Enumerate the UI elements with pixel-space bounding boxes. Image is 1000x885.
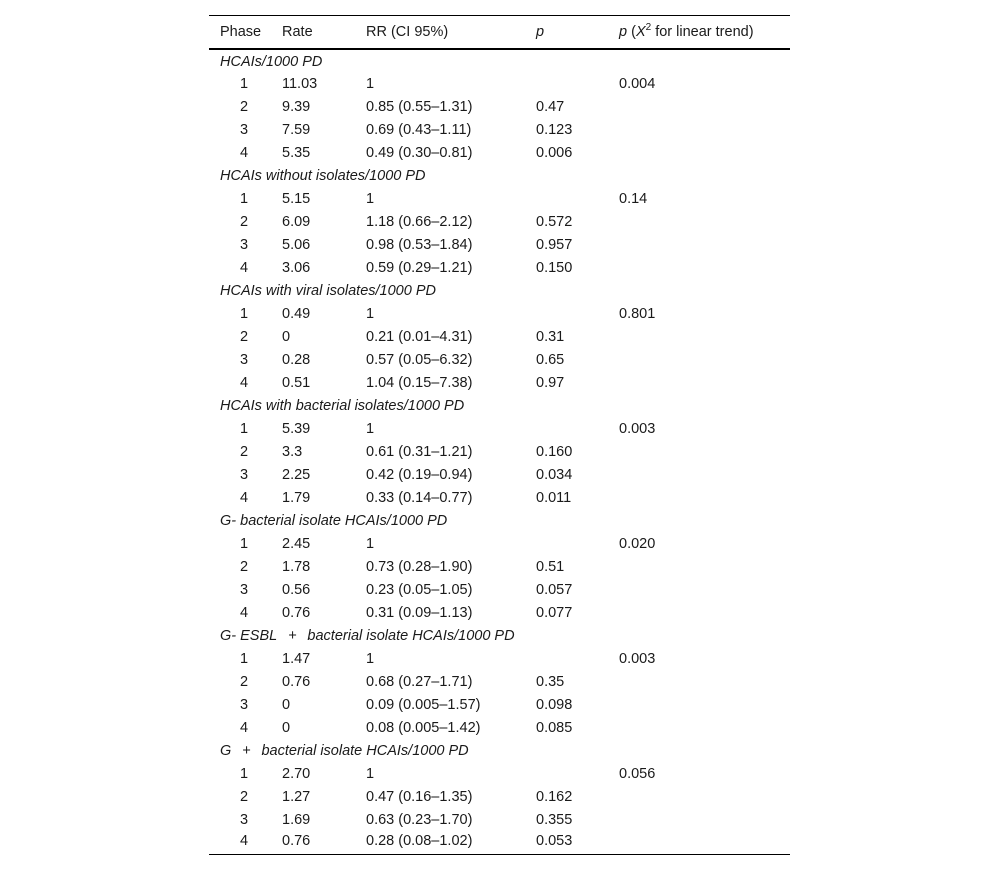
table-row (209, 716, 790, 739)
cell-rr: 1 (366, 190, 375, 207)
cell-phase: 3 (240, 121, 249, 138)
table-row (209, 210, 790, 233)
cell-rate: 2.70 (282, 765, 311, 782)
cell-rate: 6.09 (282, 213, 311, 230)
header-row (209, 16, 790, 50)
cell-rate: 3.3 (282, 443, 303, 460)
cell-phase: 4 (240, 374, 249, 391)
cell-p-trend (619, 118, 790, 141)
table-row (209, 256, 790, 279)
cell-rr: 1 (366, 75, 375, 92)
cell-p-trend (619, 256, 790, 279)
table-row (209, 601, 790, 624)
header-p-trend-open: ( (627, 24, 636, 40)
cell-phase: 2 (240, 558, 249, 575)
cell-phase: 2 (240, 213, 249, 230)
cell-rr: 0.33 (0.14–0.77) (366, 489, 473, 506)
cell-phase: 4 (240, 719, 249, 736)
cell-rr: 0.59 (0.29–1.21) (366, 259, 473, 276)
cell-p: 0.123 (536, 121, 573, 138)
cell-rate: 0.28 (282, 351, 311, 368)
cell-phase: 1 (240, 535, 249, 552)
cell-phase: 1 (240, 190, 249, 207)
cell-rate: 0 (282, 696, 291, 713)
table-row (209, 371, 790, 394)
cell-p: 0.085 (536, 719, 573, 736)
cell-phase: 3 (240, 581, 249, 598)
table-row (209, 440, 790, 463)
cell-rate: 5.39 (282, 420, 311, 437)
cell-p-trend (619, 716, 790, 739)
cell-p-trend (619, 785, 790, 808)
section-title: HCAIs with bacterial isolates/1000 PD (220, 398, 465, 414)
cell-p-trend (619, 601, 790, 624)
header-p: p (536, 24, 545, 40)
cell-p: 0.97 (536, 374, 565, 391)
cell-p (536, 302, 619, 325)
cell-p-trend (619, 210, 790, 233)
cell-p-trend: 0.056 (619, 765, 656, 782)
header-p-trend (619, 16, 790, 50)
cell-rr: 0.09 (0.005–1.57) (366, 696, 481, 713)
cell-p: 0.162 (536, 788, 573, 805)
table-row (209, 578, 790, 601)
cell-rr: 1 (366, 535, 375, 552)
table-row (209, 808, 790, 831)
cell-rr: 1 (366, 305, 375, 322)
cell-rate: 11.03 (282, 75, 318, 92)
section-title: HCAIs with viral isolates/1000 PD (220, 283, 436, 299)
cell-phase: 1 (240, 75, 249, 92)
cell-rr: 0.63 (0.23–1.70) (366, 811, 473, 828)
cell-p-trend (619, 325, 790, 348)
cell-p-trend (619, 831, 790, 854)
table-row (209, 417, 790, 440)
cell-p-trend (619, 233, 790, 256)
section-title: HCAIs without isolates/1000 PD (220, 168, 426, 184)
table-row (209, 647, 790, 670)
cell-p: 0.47 (536, 98, 565, 115)
cell-rate: 1.27 (282, 788, 311, 805)
section-row (209, 279, 790, 302)
section-title: G- bacterial isolate HCAIs/1000 PD (220, 513, 448, 529)
cell-p-trend: 0.004 (619, 75, 656, 92)
section-row (209, 624, 790, 647)
cell-p: 0.053 (536, 833, 573, 850)
table-row (209, 762, 790, 785)
cell-p-trend (619, 555, 790, 578)
cell-phase: 3 (240, 466, 249, 483)
cell-phase: 3 (240, 351, 249, 368)
cell-rr: 0.73 (0.28–1.90) (366, 558, 473, 575)
cell-rr: 0.47 (0.16–1.35) (366, 788, 473, 805)
cell-rate: 0.76 (282, 833, 311, 850)
cell-rr: 0.98 (0.53–1.84) (366, 236, 473, 253)
cell-rr: 1.04 (0.15–7.38) (366, 374, 473, 391)
cell-p-trend (619, 348, 790, 371)
table-body (209, 49, 790, 854)
header-p-trend-sup: 2 (645, 22, 652, 34)
cell-rr: 0.61 (0.31–1.21) (366, 443, 473, 460)
table-row (209, 785, 790, 808)
cell-rate: 1.79 (282, 489, 311, 506)
cell-rr: 1 (366, 650, 375, 667)
results-table-container (209, 15, 790, 855)
header-p-trend-rest: for linear trend) (651, 24, 754, 40)
cell-rr: 1.18 (0.66–2.12) (366, 213, 473, 230)
cell-rr: 1 (366, 765, 375, 782)
header-rr: RR (CI 95%) (366, 24, 449, 40)
cell-phase: 2 (240, 98, 249, 115)
section-row (209, 49, 790, 72)
cell-phase: 4 (240, 604, 249, 621)
cell-p: 0.098 (536, 696, 573, 713)
cell-rate: 9.39 (282, 98, 311, 115)
cell-p (536, 187, 619, 210)
cell-rate: 1.69 (282, 811, 311, 828)
cell-p: 0.35 (536, 673, 565, 690)
cell-p-trend: 0.003 (619, 420, 656, 437)
cell-p-trend (619, 95, 790, 118)
cell-phase: 3 (240, 236, 249, 253)
cell-phase: 4 (240, 144, 249, 161)
table-row (209, 72, 790, 95)
cell-p-trend (619, 440, 790, 463)
table-row (209, 302, 790, 325)
cell-rr: 0.68 (0.27–1.71) (366, 673, 473, 690)
cell-phase: 4 (240, 833, 249, 850)
cell-rr: 0.49 (0.30–0.81) (366, 144, 473, 161)
table-row (209, 325, 790, 348)
cell-rr: 0.69 (0.43–1.11) (366, 121, 472, 138)
cell-p: 0.51 (536, 558, 565, 575)
table-row (209, 95, 790, 118)
cell-p-trend: 0.801 (619, 305, 656, 322)
cell-p: 0.150 (536, 259, 573, 276)
cell-rate: 0.49 (282, 305, 311, 322)
cell-p-trend (619, 808, 790, 831)
cell-rr: 0.31 (0.09–1.13) (366, 604, 473, 621)
cell-rate: 0 (282, 719, 291, 736)
cell-rr: 0.08 (0.005–1.42) (366, 719, 481, 736)
cell-rate: 5.35 (282, 144, 311, 161)
cell-phase: 3 (240, 696, 249, 713)
cell-rate: 2.45 (282, 535, 311, 552)
cell-phase: 2 (240, 328, 249, 345)
cell-rate: 0.76 (282, 673, 311, 690)
cell-p (536, 762, 619, 785)
cell-p: 0.957 (536, 236, 573, 253)
section-row (209, 509, 790, 532)
cell-phase: 4 (240, 259, 249, 276)
cell-p: 0.077 (536, 604, 573, 621)
table-row (209, 233, 790, 256)
cell-rate: 0.51 (282, 374, 311, 391)
cell-rr: 0.57 (0.05–6.32) (366, 351, 473, 368)
header-p-trend-x: X (635, 24, 646, 40)
table-row (209, 532, 790, 555)
cell-p: 0.31 (536, 328, 565, 345)
cell-p-trend: 0.003 (619, 650, 656, 667)
cell-rr: 0.28 (0.08–1.02) (366, 833, 473, 850)
cell-p: 0.160 (536, 443, 573, 460)
cell-p: 0.011 (536, 489, 572, 506)
cell-rate: 3.06 (282, 259, 311, 276)
table-row (209, 693, 790, 716)
cell-p: 0.057 (536, 581, 573, 598)
cell-p: 0.355 (536, 811, 573, 828)
cell-p-trend (619, 670, 790, 693)
cell-p (536, 647, 619, 670)
table-row (209, 670, 790, 693)
cell-rate: 5.15 (282, 190, 311, 207)
section-row (209, 394, 790, 417)
section-row (209, 164, 790, 187)
cell-p-trend (619, 693, 790, 716)
cell-phase: 3 (240, 811, 249, 828)
cell-p-trend (619, 486, 790, 509)
cell-rr: 1 (366, 420, 375, 437)
cell-phase: 1 (240, 650, 249, 667)
cell-p-trend: 0.14 (619, 190, 648, 207)
cell-rate: 7.59 (282, 121, 311, 138)
cell-phase: 1 (240, 420, 249, 437)
cell-p-trend (619, 578, 790, 601)
cell-phase: 4 (240, 489, 249, 506)
table-row (209, 187, 790, 210)
cell-rr: 0.85 (0.55–1.31) (366, 98, 473, 115)
header-rate: Rate (282, 24, 313, 40)
results-table (209, 15, 790, 855)
section-title: HCAIs/1000 PD (220, 54, 323, 70)
cell-rate: 5.06 (282, 236, 311, 253)
cell-phase: 2 (240, 673, 249, 690)
cell-p-trend: 0.020 (619, 535, 656, 552)
table-header (209, 16, 790, 50)
cell-rate: 2.25 (282, 466, 311, 483)
cell-rate: 1.78 (282, 558, 311, 575)
table-row (209, 555, 790, 578)
table-row (209, 348, 790, 371)
header-phase: Phase (220, 24, 262, 40)
table-row (209, 141, 790, 164)
cell-p: 0.65 (536, 351, 565, 368)
table-row (209, 831, 790, 854)
cell-p (536, 532, 619, 555)
cell-rr: 0.23 (0.05–1.05) (366, 581, 473, 598)
cell-p: 0.006 (536, 144, 573, 161)
cell-phase: 1 (240, 765, 249, 782)
cell-p (536, 417, 619, 440)
cell-p-trend (619, 141, 790, 164)
cell-phase: 2 (240, 443, 249, 460)
cell-phase: 2 (240, 788, 249, 805)
cell-p (536, 72, 619, 95)
cell-rr: 0.21 (0.01–4.31) (366, 328, 473, 345)
cell-phase: 1 (240, 305, 249, 322)
section-title: G + bacterial isolate HCAIs/1000 PD (220, 743, 469, 759)
header-p-trend-p: p (619, 24, 628, 40)
cell-p-trend (619, 463, 790, 486)
cell-rate: 0.76 (282, 604, 311, 621)
section-title: G- ESBL + bacterial isolate HCAIs/1000 PD (220, 628, 515, 644)
cell-rate: 0.56 (282, 581, 311, 598)
cell-p: 0.572 (536, 213, 573, 230)
cell-rate: 1.47 (282, 650, 311, 667)
table-row (209, 463, 790, 486)
cell-rate: 0 (282, 328, 291, 345)
table-row (209, 118, 790, 141)
cell-p-trend (619, 371, 790, 394)
section-row (209, 739, 790, 762)
cell-p: 0.034 (536, 466, 573, 483)
cell-rr: 0.42 (0.19–0.94) (366, 466, 473, 483)
table-row (209, 486, 790, 509)
